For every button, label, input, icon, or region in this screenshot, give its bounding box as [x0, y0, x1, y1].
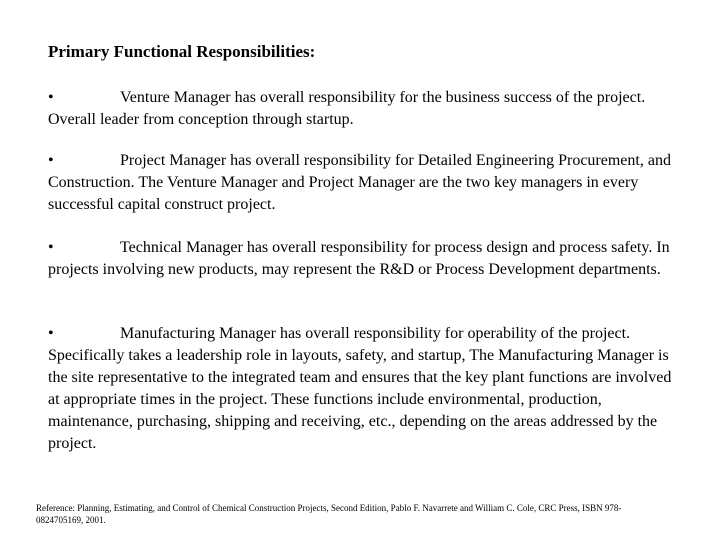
- bullet-icon: •: [48, 89, 54, 106]
- responsibility-item-manufacturing-manager: [48, 323, 678, 455]
- item-text: Venture Manager has overall responsibility for the business success of the project. Overall leader from conception through startup.: [48, 89, 646, 128]
- responsibility-item-project-manager: [48, 150, 678, 216]
- bullet-icon: •: [48, 325, 54, 342]
- reference-citation: Reference: Planning, Estimating, and Control of Chemical Construction Projects, Second Edition, Pablo F. Navarrete and William C. Cole, CRC Press, ISBN 978-0824705169, 2001.: [36, 503, 622, 525]
- item-text: Project Manager has overall responsibility for Detailed Engineering Procurement, and Construction. The Venture Manager and Project Manager are the two key managers in every successful capital construct project.: [48, 152, 671, 213]
- section-heading: Primary Functional Responsibilities:: [48, 42, 316, 61]
- item-text: Manufacturing Manager has overall responsibility for operability of the project. Specifically takes a leadership role in layouts, safety, and startup, The Manufacturing Manager is the site representative to the integrated team and ensures that the key plant functions are involved at appropriate times in the project. These functions include environmental, production, maintenance, purchasing, shipping and receiving, etc., depending on the areas addressed by the project.: [48, 325, 672, 452]
- bullet-icon: •: [48, 239, 54, 256]
- responsibility-item-venture-manager: [48, 87, 678, 131]
- responsibility-item-technical-manager: [48, 237, 678, 281]
- bullet-icon: •: [48, 152, 54, 169]
- item-text: Technical Manager has overall responsibility for process design and process safety. In projects involving new products, may represent the R&D or Process Development departments.: [48, 239, 670, 278]
